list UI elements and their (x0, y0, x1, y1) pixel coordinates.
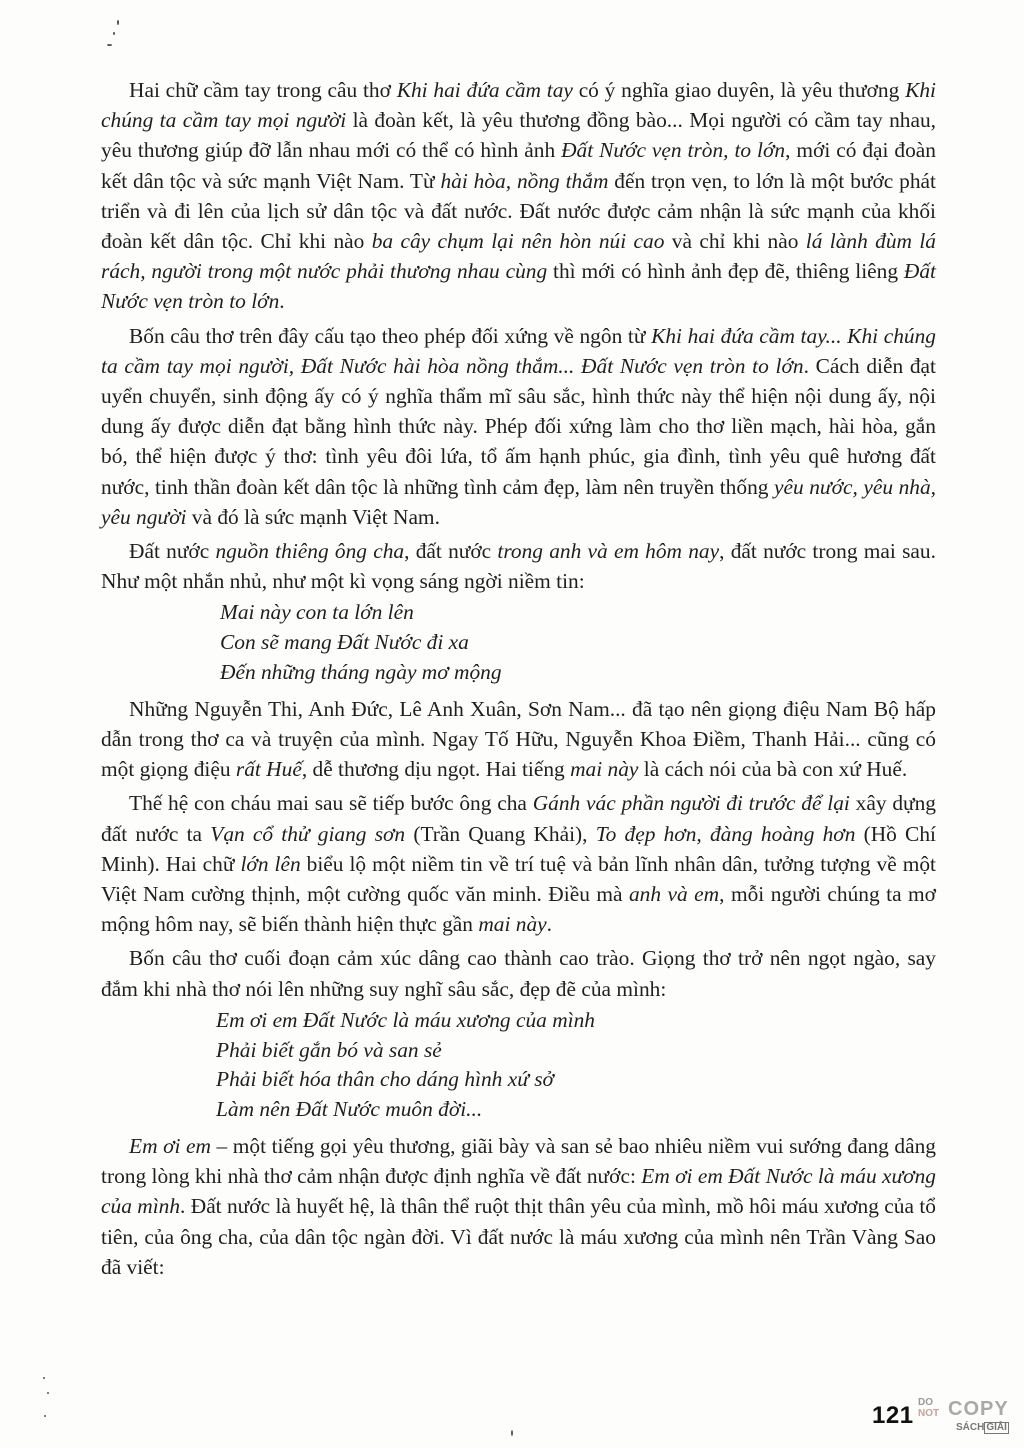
poem-line: Mai này con ta lớn lên (220, 600, 414, 625)
poem-line: Em ơi em Đất Nước là máu xương của mình (216, 1007, 595, 1032)
body-text (101, 75, 936, 1284)
poem-quote-2 (216, 1006, 936, 1125)
scan-speck (44, 1415, 46, 1417)
poem-line: Phải biết gắn bó và san sẻ (216, 1037, 442, 1062)
scan-speck (113, 32, 115, 35)
poem-line: Phải biết hóa thân cho dáng hình xứ sở (216, 1067, 554, 1092)
poem-line: Làm nên Đất Nước muôn đời... (216, 1097, 483, 1122)
scan-speck (47, 1392, 49, 1394)
paragraph-3: Đất nước nguồn thiêng ông cha, đất nước trong anh và em hôm nay, đất nước trong mai sau. Như một nhắn nhủ, như một kì vọng sáng ngời niềm tin: (101, 539, 936, 594)
paragraph-5: Thế hệ con cháu mai sau sẽ tiếp bước ông cha Gánh vác phần người đi trước để lại xây dựng đất nước ta Vạn cổ thử giang sơn (Trần Quang Khải), To đẹp hơn, đàng hoàng hơn (Hồ Chí Minh). Hai chữ lớn lên biểu lộ một niềm tin về trí tuệ và bản lĩnh nhân dân, tưởng tượng về một Việt Nam cường thịnh, một cường quốc văn minh. Điều mà anh và em, mỗi người chúng ta mơ mộng hôm nay, sẽ biến thành hiện thực gần mai này. (101, 791, 936, 937)
watermark-site-text: SÁCH GIẢI (956, 1422, 1007, 1433)
poem-line: Con sẽ mang Đất Nước đi xa (220, 630, 469, 655)
paragraph-7: Em ơi em – một tiếng gọi yêu thương, giãi bày và san sẻ bao nhiêu niềm vui sướng đang dâng trong lòng khi nhà thơ cảm nhận được định nghĩa về đất nước: Em ơi em Đất Nước là máu xương của mình. Đất nước là huyết hệ, là thân thể ruột thịt thân yêu của mình, mồ hôi máu xương của tổ tiên, của ông cha, của dân tộc ngàn đời. Vì đất nước là máu xương của mình nên Trần Vàng Sao đã viết: (101, 1134, 936, 1279)
scan-speck (511, 1430, 513, 1436)
poem-quote-1 (220, 598, 936, 687)
paragraph-1: Hai chữ cầm tay trong câu thơ Khi hai đứa cầm tay có ý nghĩa giao duyên, là yêu thương Khi chúng ta cầm tay mọi người là đoàn kết, là yêu thương đồng bào... Mọi người có cầm tay nhau, yêu thương giúp đỡ lẫn nhau mới có thể có hình ảnh Đất Nước vẹn tròn, to lớn, mới có đại đoàn kết dân tộc và sức mạnh Việt Nam. Từ hài hòa, nồng thắm đến trọn vẹn, to lớn là một bước phát triển và đi lên của lịch sử dân tộc và đất nước. Đất nước được cảm nhận là sức mạnh của khối đoàn kết dân tộc. Chỉ khi nào ba cây chụm lại nên hòn núi cao và chỉ khi nào lá lành đùm lá rách, người trong một nước phải thương nhau cùng thì mới có hình ảnh đẹp đẽ, thiêng liêng Đất Nước vẹn tròn to lớn. (101, 78, 937, 314)
watermark-copy-text: COPY (948, 1398, 1009, 1420)
watermark-logo (918, 1398, 1014, 1440)
poem-line: Đến những tháng ngày mơ mộng (220, 660, 502, 685)
watermark-do-text: DO (918, 1397, 933, 1408)
paragraph-6: Bốn câu thơ cuối đoạn cảm xúc dâng cao thành cao trào. Giọng thơ trở nên ngọt ngào, say đắm khi nhà thơ nói lên những suy nghĩ sâu sắc, đẹp đẽ của mình: (101, 946, 936, 1001)
page-number: 121 (872, 1402, 914, 1429)
scan-speck (43, 1377, 45, 1379)
paragraph-4: Những Nguyễn Thi, Anh Đức, Lê Anh Xuân, Sơn Nam... đã tạo nên giọng điệu Nam Bộ hấp dẫn trong thơ ca và truyện của mình. Ngay Tố Hữu, Nguyễn Khoa Điềm, Thanh Hải... cũng có một giọng điệu rất Huế, dễ thương dịu ngọt. Hai tiếng mai này là cách nói của bà con xứ Huế. (101, 696, 936, 782)
paragraph-2: Bốn câu thơ trên đây cấu tạo theo phép đối xứng về ngôn từ Khi hai đứa cầm tay... Khi chúng ta cầm tay mọi người, Đất Nước hài hòa nồng thắm... Đất Nước vẹn tròn to lớn. Cách diễn đạt uyển chuyển, sinh động ấy có ý nghĩa thẩm mĩ sâu sắc, hình thức này thể hiện nội dung ấy, nội dung ấy được diễn đạt bằng hình thức này. Phép đối xứng làm cho thơ liền mạch, hài hòa, gắn bó, thể hiện được ý thơ: tình yêu đôi lứa, tổ ấm hạnh phúc, gia đình, tình yêu quê hương đất nước, tinh thần đoàn kết dân tộc là những tình cảm đẹp, làm nên truyền thống yêu nước, yêu nhà, yêu người và đó là sức mạnh Việt Nam. (101, 323, 937, 529)
watermark-not-text: NOT (918, 1408, 940, 1419)
scan-speck (107, 44, 112, 46)
scan-speck (117, 20, 119, 25)
